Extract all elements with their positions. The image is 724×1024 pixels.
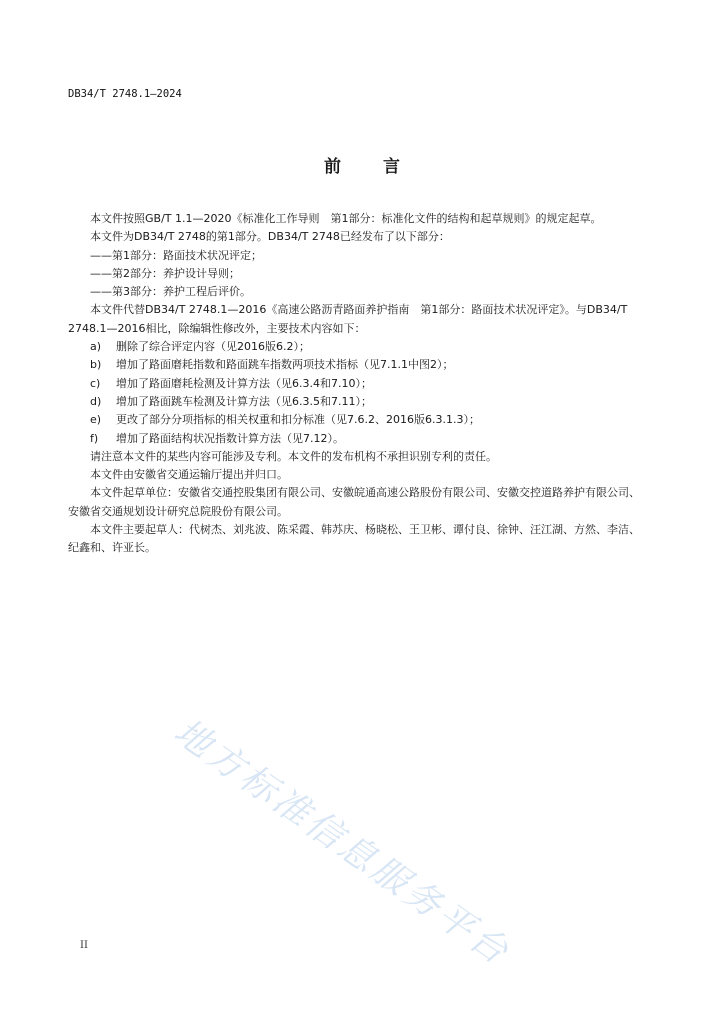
title-char-2: 言 bbox=[383, 157, 400, 177]
list-text: 更改了部分分项指标的相关权重和扣分标准（见7.6.2、2016版6.3.1.3）； bbox=[116, 413, 480, 427]
change-list-item bbox=[68, 430, 640, 448]
list-marker: e) bbox=[90, 413, 102, 427]
list-marker: b) bbox=[90, 358, 102, 372]
change-list-item bbox=[68, 411, 640, 429]
part-list-item-3: ——第3部分：养护工程后评价。 bbox=[90, 285, 251, 299]
change-list-item bbox=[68, 338, 640, 356]
change-list-item bbox=[68, 375, 640, 393]
document-code: DB34/T 2748.1—2024 bbox=[68, 88, 182, 100]
foreword-body bbox=[68, 210, 640, 558]
change-list-item bbox=[68, 356, 640, 374]
paragraph-parts-intro: 本文件为DB34/T 2748的第1部分。DB34/T 2748已经发布了以下部分： bbox=[90, 230, 450, 244]
page-number: II bbox=[80, 940, 88, 951]
change-list-item bbox=[68, 393, 640, 411]
list-text: 增加了路面结构状况指数计算方法（见7.12）。 bbox=[116, 431, 344, 445]
title-char-1: 前 bbox=[324, 157, 341, 177]
list-marker: a) bbox=[90, 340, 102, 354]
part-list-item-1: ——第1部分：路面技术状况评定； bbox=[90, 248, 262, 262]
list-text: 删除了综合评定内容（见2016版6.2）； bbox=[116, 340, 310, 354]
watermark: 地方标准信息服务平台 bbox=[166, 711, 518, 975]
list-text: 增加了路面磨耗指数和路面跳车指数两项技术指标（见7.1.1中图2）； bbox=[116, 358, 454, 372]
page-title bbox=[0, 152, 724, 177]
list-text: 增加了路面跳车检测及计算方法（见6.3.5和7.11）； bbox=[116, 394, 372, 408]
paragraph-proposer: 本文件由安徽省交通运输厅提出并归口。 bbox=[90, 468, 288, 482]
list-marker: c) bbox=[90, 376, 101, 390]
list-text: 增加了路面磨耗检测及计算方法（见6.3.4和7.10）； bbox=[116, 376, 372, 390]
paragraph-replacement: 本文件代替DB34/T 2748.1—2016《高速公路沥青路面养护指南 第1部分：路面技术状况评定》。与DB34/T 2748.1—2016相比，除编辑性修改外，主要技术内容如下： bbox=[68, 303, 628, 335]
part-list-item-2: ——第2部分：养护设计导则； bbox=[90, 266, 240, 280]
paragraph-drafters: 本文件主要起草人：代树杰、刘兆波、陈采霞、韩苏庆、杨晓松、王卫彬、谭付良、徐钟、汪江湖、方然、李洁、纪鑫和、许亚长。 bbox=[68, 523, 640, 555]
list-marker: f) bbox=[90, 431, 99, 445]
paragraph-patent-notice: 请注意本文件的某些内容可能涉及专利。本文件的发布机构不承担识别专利的责任。 bbox=[90, 449, 497, 463]
paragraph-drafting-organizations: 本文件起草单位：安徽省交通控股集团有限公司、安徽皖通高速公路股份有限公司、安徽交控道路养护有限公司、安徽省交通规划设计研究总院股份有限公司。 bbox=[68, 486, 640, 518]
list-marker: d) bbox=[90, 394, 102, 408]
paragraph-drafting-rule: 本文件按照GB/T 1.1—2020《标准化工作导则 第1部分：标准化文件的结构和起草规则》的规定起草。 bbox=[90, 212, 602, 225]
